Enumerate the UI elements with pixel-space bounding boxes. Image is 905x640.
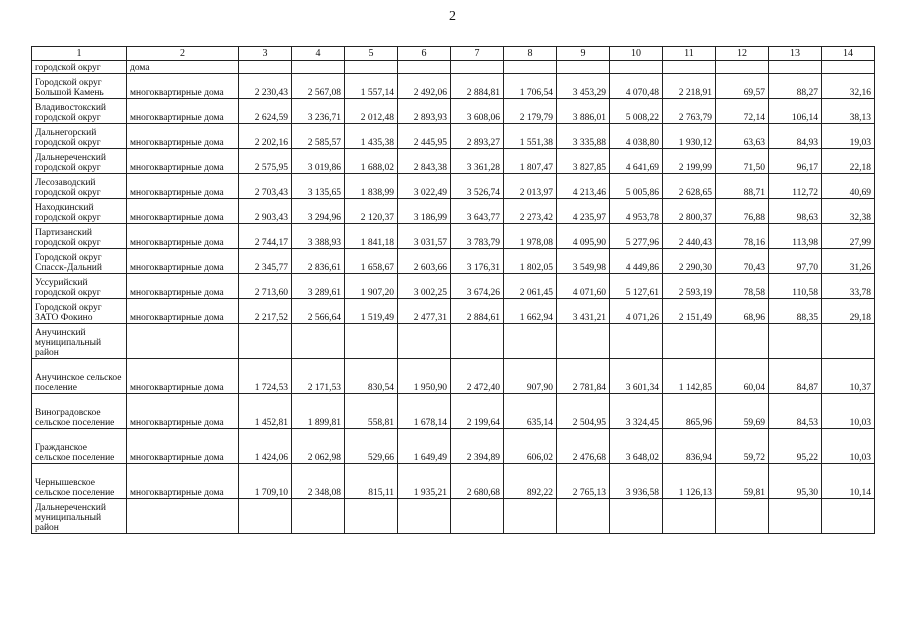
value-cell: 3 388,93: [292, 224, 345, 249]
value-cell: [292, 499, 345, 534]
value-cell: 5 005,86: [610, 174, 663, 199]
value-cell: 1 907,20: [345, 274, 398, 299]
value-cell: 2 744,17: [239, 224, 292, 249]
value-cell: 10,03: [822, 429, 875, 464]
value-cell: 2 893,27: [451, 124, 504, 149]
value-cell: 3 031,57: [398, 224, 451, 249]
table-row: [32, 464, 875, 499]
value-cell: 3 289,61: [292, 274, 345, 299]
value-cell: [292, 61, 345, 74]
column-number-header: 12: [716, 47, 769, 61]
value-cell: [769, 61, 822, 74]
value-cell: 2 477,31: [398, 299, 451, 324]
value-cell: 2 199,64: [451, 394, 504, 429]
table-row: [32, 124, 875, 149]
value-cell: 84,87: [769, 359, 822, 394]
value-cell: [345, 61, 398, 74]
value-cell: 19,03: [822, 124, 875, 149]
value-cell: 1 424,06: [239, 429, 292, 464]
value-cell: 59,81: [716, 464, 769, 499]
value-cell: [292, 324, 345, 359]
column-number-header: 9: [557, 47, 610, 61]
building-type-cell: многоквартирные дома: [127, 224, 239, 249]
value-cell: 1 709,10: [239, 464, 292, 499]
value-cell: 113,98: [769, 224, 822, 249]
value-cell: [610, 61, 663, 74]
value-cell: [663, 324, 716, 359]
value-cell: [345, 324, 398, 359]
value-cell: 1 557,14: [345, 74, 398, 99]
value-cell: 63,63: [716, 124, 769, 149]
value-cell: 4 095,90: [557, 224, 610, 249]
value-cell: 3 453,29: [557, 74, 610, 99]
value-cell: 907,90: [504, 359, 557, 394]
value-cell: 3 294,96: [292, 199, 345, 224]
building-type-cell: многоквартирные дома: [127, 174, 239, 199]
value-cell: 1 838,99: [345, 174, 398, 199]
municipality-name-cell: Анучинский муниципальный район: [32, 324, 127, 359]
value-cell: 59,72: [716, 429, 769, 464]
value-cell: 84,93: [769, 124, 822, 149]
value-cell: [716, 499, 769, 534]
value-cell: 2 151,49: [663, 299, 716, 324]
value-cell: 2 800,37: [663, 199, 716, 224]
value-cell: [398, 324, 451, 359]
table-row: [32, 99, 875, 124]
value-cell: [716, 61, 769, 74]
value-cell: 3 176,31: [451, 249, 504, 274]
building-type-cell: многоквартирные дома: [127, 359, 239, 394]
column-number-header: 3: [239, 47, 292, 61]
value-cell: 1 807,47: [504, 149, 557, 174]
value-cell: 2 575,95: [239, 149, 292, 174]
value-cell: [345, 499, 398, 534]
column-number-header: 4: [292, 47, 345, 61]
value-cell: [398, 61, 451, 74]
value-cell: [610, 499, 663, 534]
table-row: [32, 199, 875, 224]
municipality-name-cell: Городской округ Спасск-Дальний: [32, 249, 127, 274]
value-cell: 1 724,53: [239, 359, 292, 394]
municipality-name-cell: Виноградовское сельское поселение: [32, 394, 127, 429]
municipality-name-cell: Дальнереченский муниципальный район: [32, 499, 127, 534]
building-type-cell: многоквартирные дома: [127, 299, 239, 324]
value-cell: 10,03: [822, 394, 875, 429]
building-type-cell: многоквартирные дома: [127, 274, 239, 299]
building-type-cell: многоквартирные дома: [127, 74, 239, 99]
table-row: [32, 394, 875, 429]
value-cell: 70,43: [716, 249, 769, 274]
value-cell: 558,81: [345, 394, 398, 429]
value-cell: 2 703,43: [239, 174, 292, 199]
value-cell: 10,37: [822, 359, 875, 394]
value-cell: 3 549,98: [557, 249, 610, 274]
value-cell: 3 643,77: [451, 199, 504, 224]
building-type-cell: многоквартирные дома: [127, 199, 239, 224]
value-cell: 2 884,61: [451, 299, 504, 324]
value-cell: 2 603,66: [398, 249, 451, 274]
value-cell: 2 345,77: [239, 249, 292, 274]
value-cell: 2 843,38: [398, 149, 451, 174]
value-cell: 10,14: [822, 464, 875, 499]
value-cell: 78,16: [716, 224, 769, 249]
value-cell: 3 019,86: [292, 149, 345, 174]
value-cell: [239, 324, 292, 359]
value-cell: 2 290,30: [663, 249, 716, 274]
municipality-name-cell: Дальнегорский городской округ: [32, 124, 127, 149]
value-cell: 2 628,65: [663, 174, 716, 199]
municipality-name-cell: Владивостокский городской округ: [32, 99, 127, 124]
value-cell: [663, 61, 716, 74]
value-cell: 29,18: [822, 299, 875, 324]
value-cell: 3 601,34: [610, 359, 663, 394]
value-cell: 4 071,60: [557, 274, 610, 299]
value-cell: 2 273,42: [504, 199, 557, 224]
value-cell: 1 950,90: [398, 359, 451, 394]
value-cell: 59,69: [716, 394, 769, 429]
value-cell: 2 218,91: [663, 74, 716, 99]
value-cell: 71,50: [716, 149, 769, 174]
value-cell: 892,22: [504, 464, 557, 499]
value-cell: 2 217,52: [239, 299, 292, 324]
value-cell: [239, 61, 292, 74]
column-number-header: 8: [504, 47, 557, 61]
value-cell: 1 688,02: [345, 149, 398, 174]
table-row: [32, 224, 875, 249]
value-cell: 2 472,40: [451, 359, 504, 394]
value-cell: 2 680,68: [451, 464, 504, 499]
value-cell: 2 593,19: [663, 274, 716, 299]
value-cell: 110,58: [769, 274, 822, 299]
value-cell: 4 071,26: [610, 299, 663, 324]
value-cell: 2 492,06: [398, 74, 451, 99]
value-cell: [610, 324, 663, 359]
value-cell: 2 012,48: [345, 99, 398, 124]
value-cell: 2 179,79: [504, 99, 557, 124]
municipality-name-cell: Лесозаводский городской округ: [32, 174, 127, 199]
value-cell: 96,17: [769, 149, 822, 174]
value-cell: 76,88: [716, 199, 769, 224]
value-cell: 2 585,57: [292, 124, 345, 149]
building-type-cell: многоквартирные дома: [127, 429, 239, 464]
table-row: [32, 324, 875, 359]
value-cell: [822, 324, 875, 359]
value-cell: [557, 61, 610, 74]
value-cell: 4 953,78: [610, 199, 663, 224]
value-cell: 1 126,13: [663, 464, 716, 499]
value-cell: 1 649,49: [398, 429, 451, 464]
value-cell: 606,02: [504, 429, 557, 464]
value-cell: 3 526,74: [451, 174, 504, 199]
value-cell: 88,27: [769, 74, 822, 99]
value-cell: 1 658,67: [345, 249, 398, 274]
building-type-cell: многоквартирные дома: [127, 99, 239, 124]
value-cell: 830,54: [345, 359, 398, 394]
value-cell: 1 899,81: [292, 394, 345, 429]
building-type-cell: дома: [127, 61, 239, 74]
value-cell: [769, 324, 822, 359]
value-cell: 97,70: [769, 249, 822, 274]
value-cell: 31,26: [822, 249, 875, 274]
value-cell: 1 142,85: [663, 359, 716, 394]
value-cell: 2 884,81: [451, 74, 504, 99]
value-cell: 2 567,08: [292, 74, 345, 99]
value-cell: 4 641,69: [610, 149, 663, 174]
value-cell: [451, 324, 504, 359]
value-cell: 2 062,98: [292, 429, 345, 464]
value-cell: 60,04: [716, 359, 769, 394]
value-cell: 69,57: [716, 74, 769, 99]
value-cell: 2 061,45: [504, 274, 557, 299]
value-cell: 3 674,26: [451, 274, 504, 299]
value-cell: 1 551,38: [504, 124, 557, 149]
column-number-header: 13: [769, 47, 822, 61]
municipality-name-cell: Находкинский городской округ: [32, 199, 127, 224]
value-cell: 1 706,54: [504, 74, 557, 99]
value-cell: 88,35: [769, 299, 822, 324]
value-cell: 2 781,84: [557, 359, 610, 394]
value-cell: 40,69: [822, 174, 875, 199]
building-type-cell: многоквартирные дома: [127, 464, 239, 499]
municipality-name-cell: Анучинское сельское поселение: [32, 359, 127, 394]
value-cell: 1 678,14: [398, 394, 451, 429]
value-cell: 32,38: [822, 199, 875, 224]
value-cell: 529,66: [345, 429, 398, 464]
value-cell: 112,72: [769, 174, 822, 199]
value-cell: 1 935,21: [398, 464, 451, 499]
table-row: [32, 61, 875, 74]
column-number-header: 10: [610, 47, 663, 61]
value-cell: [239, 499, 292, 534]
municipality-name-cell: Чернышевское сельское поселение: [32, 464, 127, 499]
value-cell: 4 038,80: [610, 124, 663, 149]
value-cell: 3 022,49: [398, 174, 451, 199]
value-cell: 2 394,89: [451, 429, 504, 464]
value-cell: [504, 61, 557, 74]
value-cell: 3 236,71: [292, 99, 345, 124]
value-cell: 68,96: [716, 299, 769, 324]
value-cell: 2 893,93: [398, 99, 451, 124]
value-cell: 1 519,49: [345, 299, 398, 324]
value-cell: 836,94: [663, 429, 716, 464]
value-cell: 865,96: [663, 394, 716, 429]
building-type-cell: многоквартирные дома: [127, 124, 239, 149]
value-cell: 3 186,99: [398, 199, 451, 224]
table-row: [32, 249, 875, 274]
value-cell: 3 648,02: [610, 429, 663, 464]
value-cell: 4 235,97: [557, 199, 610, 224]
value-cell: 2 903,43: [239, 199, 292, 224]
value-cell: 3 135,65: [292, 174, 345, 199]
value-cell: 95,30: [769, 464, 822, 499]
value-cell: 2 440,43: [663, 224, 716, 249]
column-number-row: [32, 47, 875, 61]
value-cell: [557, 499, 610, 534]
value-cell: 1 452,81: [239, 394, 292, 429]
value-cell: [504, 499, 557, 534]
column-number-header: 1: [32, 47, 127, 61]
value-cell: [822, 499, 875, 534]
municipality-name-cell: городской округ: [32, 61, 127, 74]
value-cell: 27,99: [822, 224, 875, 249]
value-cell: 78,58: [716, 274, 769, 299]
value-cell: 84,53: [769, 394, 822, 429]
value-cell: 2 624,59: [239, 99, 292, 124]
building-type-cell: многоквартирные дома: [127, 249, 239, 274]
value-cell: 4 213,46: [557, 174, 610, 199]
value-cell: 5 127,61: [610, 274, 663, 299]
municipality-name-cell: Партизанский городской округ: [32, 224, 127, 249]
value-cell: [557, 324, 610, 359]
value-cell: [398, 499, 451, 534]
table-row: [32, 299, 875, 324]
value-cell: 106,14: [769, 99, 822, 124]
building-type-cell: многоквартирные дома: [127, 394, 239, 429]
value-cell: 3 783,79: [451, 224, 504, 249]
value-cell: 3 002,25: [398, 274, 451, 299]
value-cell: [716, 324, 769, 359]
value-cell: 2 013,97: [504, 174, 557, 199]
column-number-header: 7: [451, 47, 504, 61]
value-cell: 2 713,60: [239, 274, 292, 299]
table-row: [32, 499, 875, 534]
value-cell: 3 608,06: [451, 99, 504, 124]
tariff-table: [31, 46, 875, 534]
value-cell: 38,13: [822, 99, 875, 124]
value-cell: 2 171,53: [292, 359, 345, 394]
value-cell: 1 435,38: [345, 124, 398, 149]
table-row: [32, 149, 875, 174]
value-cell: [451, 499, 504, 534]
value-cell: [663, 499, 716, 534]
value-cell: 3 886,01: [557, 99, 610, 124]
value-cell: 3 936,58: [610, 464, 663, 499]
value-cell: 815,11: [345, 464, 398, 499]
value-cell: 2 120,37: [345, 199, 398, 224]
value-cell: 5 277,96: [610, 224, 663, 249]
value-cell: 3 827,85: [557, 149, 610, 174]
building-type-cell: [127, 499, 239, 534]
column-number-header: 14: [822, 47, 875, 61]
value-cell: 88,71: [716, 174, 769, 199]
value-cell: 2 199,99: [663, 149, 716, 174]
value-cell: 1 841,18: [345, 224, 398, 249]
value-cell: 72,14: [716, 99, 769, 124]
value-cell: 3 335,88: [557, 124, 610, 149]
table-row: [32, 74, 875, 99]
municipality-name-cell: Дальнереченский городской округ: [32, 149, 127, 174]
column-number-header: 2: [127, 47, 239, 61]
value-cell: 2 765,13: [557, 464, 610, 499]
value-cell: [769, 499, 822, 534]
column-number-header: 11: [663, 47, 716, 61]
value-cell: 2 348,08: [292, 464, 345, 499]
value-cell: 2 230,43: [239, 74, 292, 99]
value-cell: [822, 61, 875, 74]
value-cell: 2 566,64: [292, 299, 345, 324]
value-cell: 2 476,68: [557, 429, 610, 464]
value-cell: 4 070,48: [610, 74, 663, 99]
value-cell: 22,18: [822, 149, 875, 174]
building-type-cell: [127, 324, 239, 359]
value-cell: 2 445,95: [398, 124, 451, 149]
municipality-name-cell: Гражданское сельское поселение: [32, 429, 127, 464]
value-cell: 1 662,94: [504, 299, 557, 324]
value-cell: 1 930,12: [663, 124, 716, 149]
value-cell: 4 449,86: [610, 249, 663, 274]
value-cell: 2 202,16: [239, 124, 292, 149]
table-row: [32, 274, 875, 299]
column-number-header: 5: [345, 47, 398, 61]
table-row: [32, 174, 875, 199]
value-cell: [504, 324, 557, 359]
value-cell: [451, 61, 504, 74]
municipality-name-cell: Городской округ Большой Камень: [32, 74, 127, 99]
value-cell: 3 431,21: [557, 299, 610, 324]
building-type-cell: многоквартирные дома: [127, 149, 239, 174]
value-cell: 33,78: [822, 274, 875, 299]
value-cell: 2 763,79: [663, 99, 716, 124]
municipality-name-cell: Городской округ ЗАТО Фокино: [32, 299, 127, 324]
value-cell: 2 836,61: [292, 249, 345, 274]
column-number-header: 6: [398, 47, 451, 61]
value-cell: 3 324,45: [610, 394, 663, 429]
value-cell: 5 008,22: [610, 99, 663, 124]
value-cell: 1 802,05: [504, 249, 557, 274]
value-cell: 1 978,08: [504, 224, 557, 249]
value-cell: 2 504,95: [557, 394, 610, 429]
page-number: 2: [449, 9, 456, 24]
municipality-name-cell: Уссурийский городской округ: [32, 274, 127, 299]
value-cell: 32,16: [822, 74, 875, 99]
value-cell: 635,14: [504, 394, 557, 429]
value-cell: 98,63: [769, 199, 822, 224]
value-cell: 95,22: [769, 429, 822, 464]
table-row: [32, 359, 875, 394]
value-cell: 3 361,28: [451, 149, 504, 174]
table-row: [32, 429, 875, 464]
